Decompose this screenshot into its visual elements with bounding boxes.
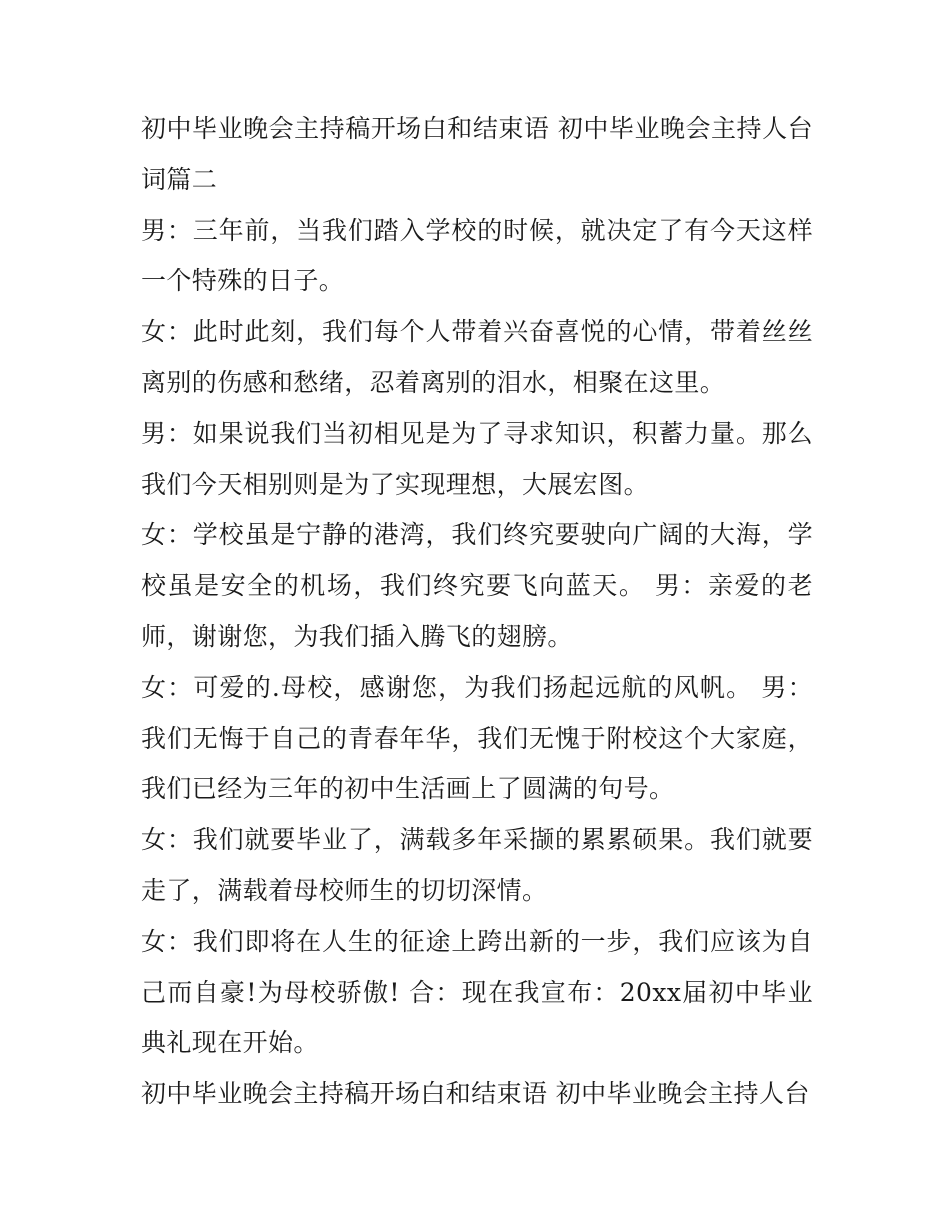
section-heading: 初中毕业晚会主持稿开场白和结束语 初中毕业晚会主持人台 bbox=[141, 1079, 810, 1109]
paragraph: 女：此时此刻，我们每个人带着兴奋喜悦的心情，带着丝丝离别的伤感和愁绪，忍着离别的泪水，相聚在这里。 bbox=[141, 317, 813, 397]
document-title: 初中毕业晚会主持稿开场白和结束语 初中毕业晚会主持人台词篇二 bbox=[141, 114, 813, 194]
document-body bbox=[141, 104, 813, 1120]
paragraph: 女：可爱的.母校，感谢您，为我们扬起远航的风帆。 男：我们无悔于自己的青春年华，我们无愧于附校这个大家庭，我们已经为三年的初中生活画上了圆满的句号。 bbox=[141, 672, 813, 804]
paragraph: 女：我们即将在人生的征途上跨出新的一步，我们应该为自己而自豪!为母校骄傲! 合：现在我宣布：20xx届初中毕业典礼现在开始。 bbox=[141, 926, 813, 1058]
paragraph: 女：学校虽是宁静的港湾，我们终究要驶向广阔的大海，学校虽是安全的机场，我们终究要飞向蓝天。 男：亲爱的老师，谢谢您，为我们插入腾飞的翅膀。 bbox=[141, 520, 813, 651]
paragraph: 女：我们就要毕业了，满载多年采撷的累累硕果。我们就要走了，满载着母校师生的切切深情。 bbox=[141, 825, 813, 905]
paragraph: 男：如果说我们当初相见是为了寻求知识，积蓄力量。那么我们今天相别则是为了实现理想，大展宏图。 bbox=[141, 418, 813, 499]
paragraph: 男：三年前，当我们踏入学校的时候，就决定了有今天这样一个特殊的日子。 bbox=[141, 215, 813, 296]
